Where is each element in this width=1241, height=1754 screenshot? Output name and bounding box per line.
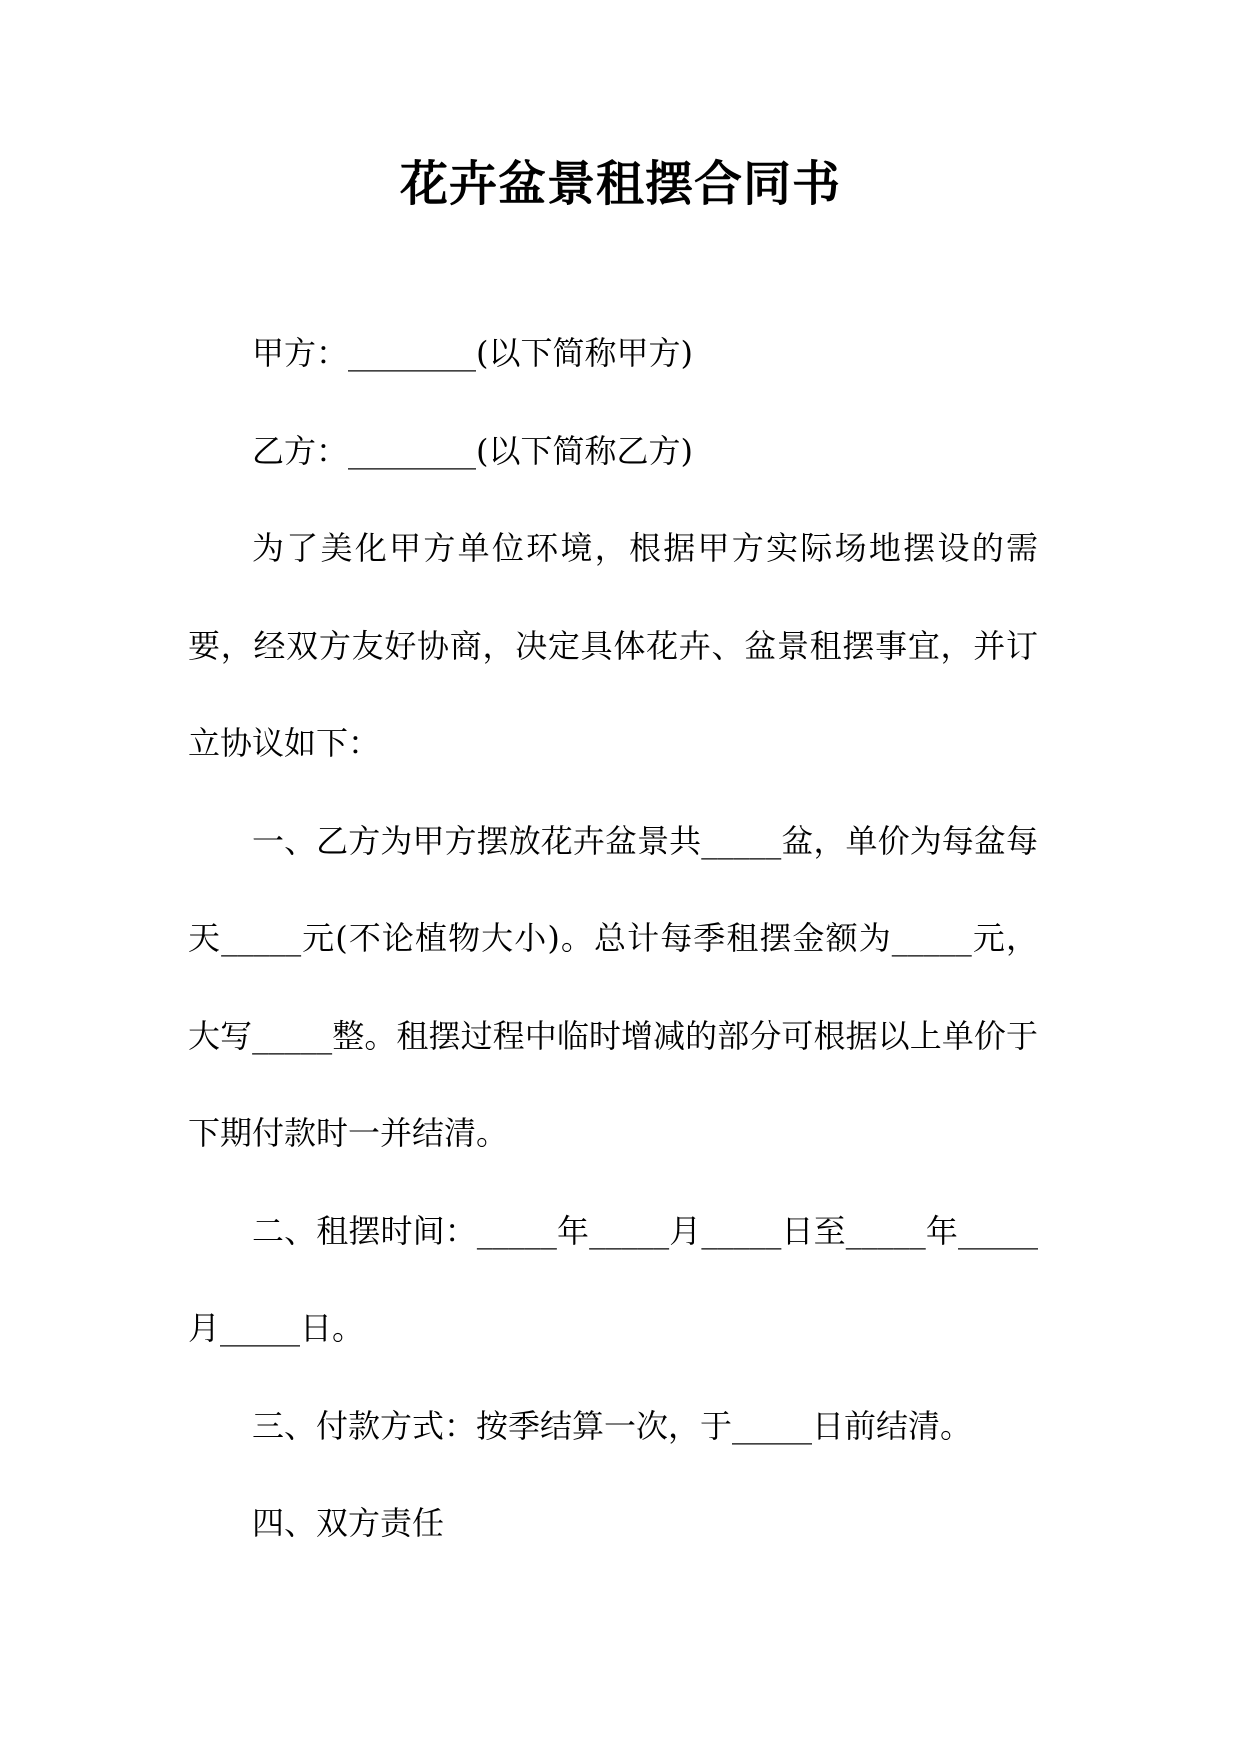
- clause-1-paragraph: 一、乙方为甲方摆放花卉盆景共_____盆，单价为每盆每天_____元(不论植物大小)。总计每季租摆金额为_____元，大写_____整。租摆过程中临时增减的部分可根据以上单价于下期付款时一并结清。: [188, 821, 1038, 1152]
- party-b-line: 乙方：________(以下简称乙方): [252, 431, 693, 470]
- preamble-paragraph: 为了美化甲方单位环境，根据甲方实际场地摆设的需要，经双方友好协商，决定具体花卉、盆景租摆事宜，并订立协议如下：: [188, 529, 1038, 762]
- document-body: [188, 305, 1038, 1573]
- party-a-line: 甲方：________(以下简称甲方): [252, 334, 693, 372]
- document-title: 花卉盆景租摆合同书: [399, 156, 841, 212]
- clause-3-paragraph: 三、付款方式：按季结算一次，于_____日前结清。: [252, 1406, 973, 1445]
- clause-4-heading: 四、双方责任: [252, 1504, 445, 1542]
- clause-2-paragraph: 二、租摆时间：_____年_____月_____日至_____年_____月_____日。: [188, 1211, 1038, 1347]
